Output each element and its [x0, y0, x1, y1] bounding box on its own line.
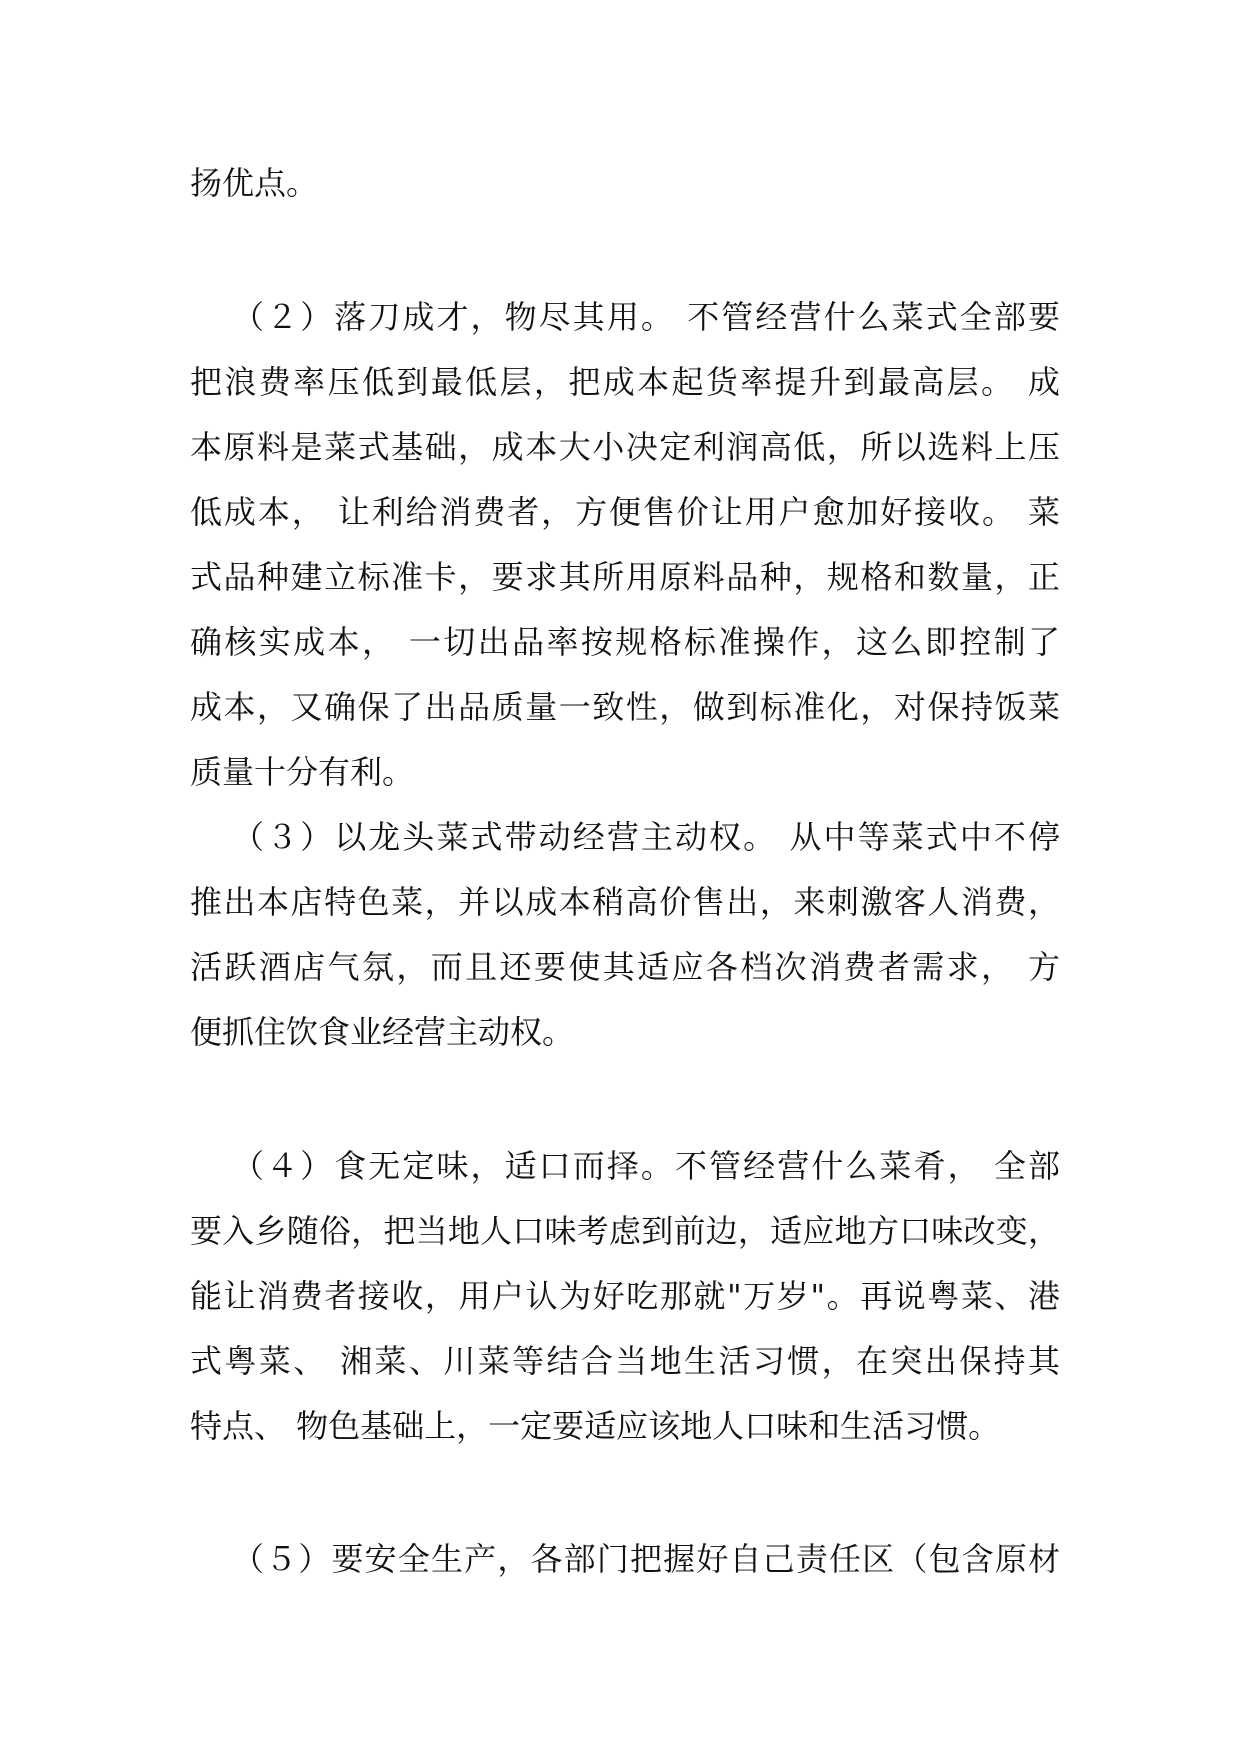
text-line: 质量十分有利。 — [190, 753, 415, 791]
text-line: 特点、 物色基础上，一定要适应该地人口味和生活习惯。 — [190, 1407, 1001, 1445]
text-line: 本原料是菜式基础，成本大小决定利润高低，所以选料上压 — [190, 428, 1060, 466]
text-line: 能让消费者接收，用户认为好吃那就"万岁"。再说粤菜、港 — [190, 1277, 1060, 1315]
text-line: 便抓住饮食业经营主动权。 — [190, 1013, 575, 1051]
text-line: （５）要安全生产，各部门把握好自己责任区（包含原材 — [232, 1540, 1060, 1578]
text-line: 推出本店特色菜，并以成本稍高价售出，来刺激客人消费， — [190, 883, 1060, 921]
text-line: 活跃酒店气氛，而且还要使其适应各档次消费者需求， 方 — [190, 948, 1060, 986]
text-line: 扬优点。 — [190, 164, 319, 202]
text-line: 要入乡随俗，把当地人口味考虑到前边，适应地方口味改变， — [190, 1212, 1060, 1250]
text-line: 成本，又确保了出品质量一致性，做到标准化，对保持饭菜 — [190, 688, 1060, 726]
text-line: （４）食无定味，适口而择。不管经营什么菜肴， 全部 — [232, 1147, 1060, 1185]
text-line: （３）以龙头菜式带动经营主动权。 从中等菜式中不停 — [232, 818, 1060, 856]
text-line: 低成本， 让利给消费者，方便售价让用户愈加好接收。 菜 — [190, 493, 1060, 531]
text-line: （２）落刀成才，物尽其用。 不管经营什么菜式全部要 — [232, 298, 1060, 336]
text-line: 把浪费率压低到最低层，把成本起货率提升到最高层。 成 — [190, 363, 1060, 401]
text-line: 式粤菜、 湘菜、川菜等结合当地生活习惯，在突出保持其 — [190, 1342, 1060, 1380]
text-line: 确核实成本， 一切出品率按规格标准操作，这么即控制了 — [190, 623, 1060, 661]
text-line: 式品种建立标准卡，要求其所用原料品种，规格和数量，正 — [190, 558, 1060, 596]
